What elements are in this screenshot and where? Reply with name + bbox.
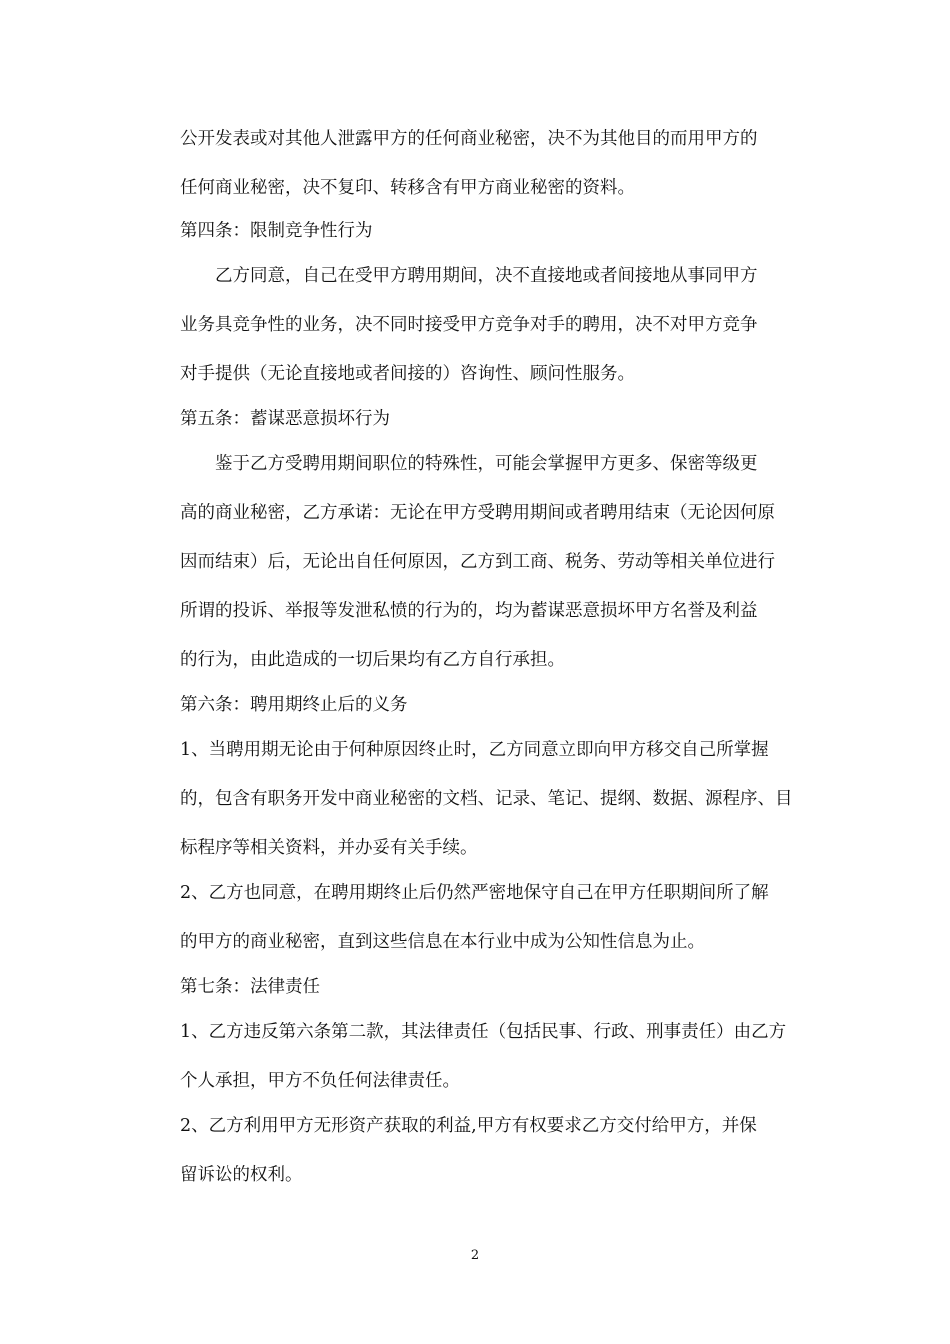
section-heading: 第四条：限制竞争性行为 <box>180 221 373 241</box>
text-line: 对手提供（无论直接地或者间接的）咨询性、顾问性服务。 <box>180 364 635 384</box>
text-line: 业务具竞争性的业务，决不同时接受甲方竞争对手的聘用，决不对甲方竞争 <box>180 315 758 335</box>
text-line: 留诉讼的权利。 <box>180 1165 303 1185</box>
text-line: 1、当聘用期无论由于何种原因终止时，乙方同意立即向甲方移交自己所掌握 <box>180 740 769 760</box>
text-line: 任何商业秘密，决不复印、转移含有甲方商业秘密的资料。 <box>180 178 635 198</box>
text-line: 的甲方的商业秘密，直到这些信息在本行业中成为公知性信息为止。 <box>180 932 705 952</box>
text-line: 标程序等相关资料，并办妥有关手续。 <box>180 838 478 858</box>
text-line: 高的商业秘密，乙方承诺：无论在甲方受聘用期间或者聘用结束（无论因何原 <box>180 503 775 523</box>
text-line: 的行为，由此造成的一切后果均有乙方自行承担。 <box>180 650 565 670</box>
text-line: 公开发表或对其他人泄露甲方的任何商业秘密，决不为其他目的而用甲方的 <box>180 129 758 149</box>
text-line: 所谓的投诉、举报等发泄私愤的行为的，均为蓄谋恶意损坏甲方名誉及利益 <box>180 601 758 621</box>
text-line: 乙方同意，自己在受甲方聘用期间，决不直接地或者间接地从事同甲方 <box>215 266 758 286</box>
section-heading: 第五条：蓄谋恶意损坏行为 <box>180 409 390 429</box>
section-heading: 第六条：聘用期终止后的义务 <box>180 695 408 715</box>
page-number: 2 <box>470 1248 480 1263</box>
text-line: 个人承担，甲方不负任何法律责任。 <box>180 1071 460 1091</box>
text-line: 鉴于乙方受聘用期间职位的特殊性，可能会掌握甲方更多、保密等级更 <box>215 454 758 474</box>
text-line: 2、乙方也同意，在聘用期终止后仍然严密地保守自己在甲方任职期间所了解 <box>180 883 769 903</box>
text-line: 的，包含有职务开发中商业秘密的文档、记录、笔记、提纲、数据、源程序、目 <box>180 789 793 809</box>
text-line: 2、乙方利用甲方无形资产获取的利益,甲方有权要求乙方交付给甲方，并保 <box>180 1116 757 1136</box>
text-line: 因而结束）后，无论出自任何原因，乙方到工商、税务、劳动等相关单位进行 <box>180 552 775 572</box>
section-heading: 第七条：法律责任 <box>180 977 320 997</box>
text-line: 1、乙方违反第六条第二款，其法律责任（包括民事、行政、刑事责任）由乙方 <box>180 1022 787 1042</box>
